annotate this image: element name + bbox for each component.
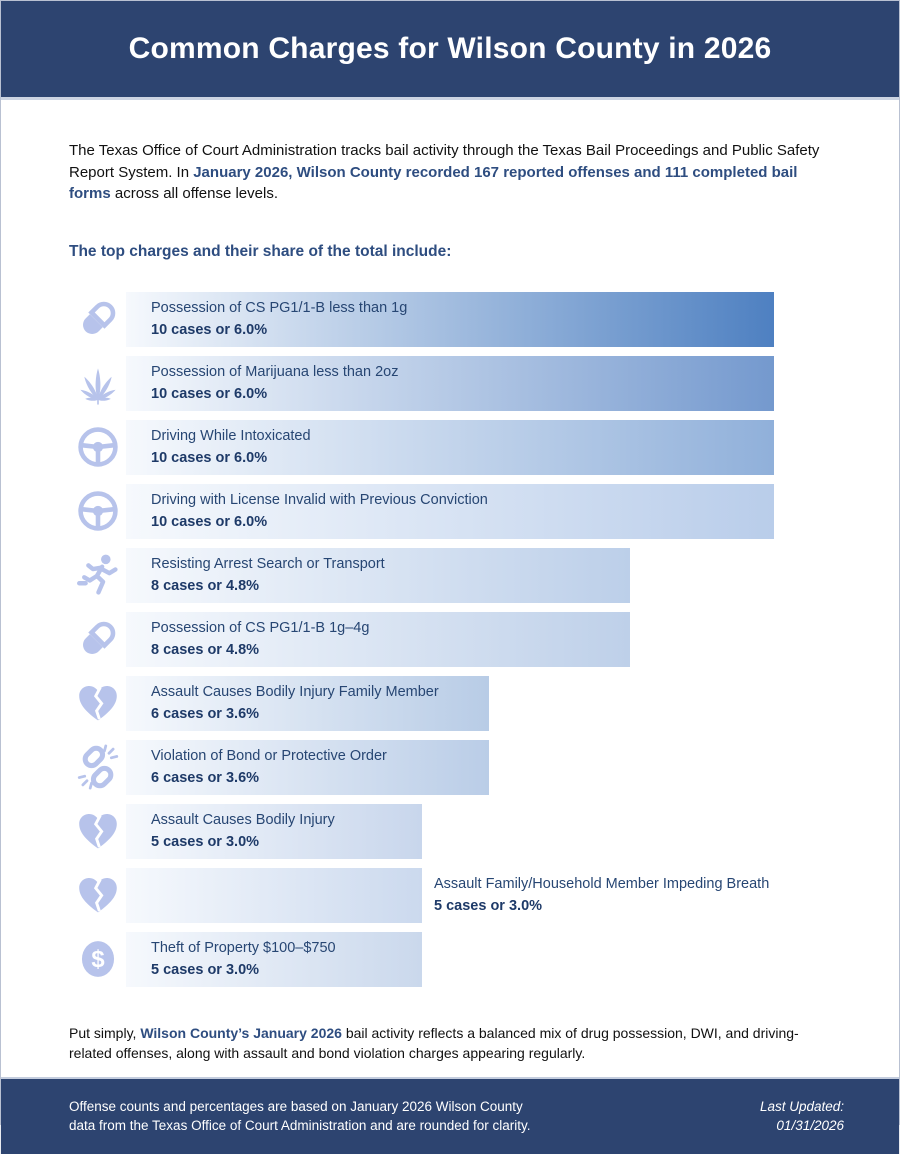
last-updated-date: 01/31/2026 [776, 1118, 844, 1133]
footer-note-line1: Offense counts and percentages are based on January 2026 Wilson County [69, 1099, 523, 1114]
bar-count: 10 cases or 6.0% [151, 386, 268, 402]
dollar-circle-icon [69, 937, 126, 981]
broken-heart-icon [69, 809, 126, 853]
running-person-icon [69, 553, 126, 597]
chart-row [69, 292, 837, 347]
bar-text [126, 684, 439, 722]
header-banner [1, 1, 899, 100]
chart-row [69, 868, 837, 923]
chart-row [69, 548, 837, 603]
chart-bar [126, 676, 489, 731]
chart-bar [126, 932, 422, 987]
chart-bar [126, 356, 774, 411]
bar-count: 8 cases or 4.8% [151, 578, 260, 594]
bar-label: Possession of Marijuana less than 2oz [151, 364, 399, 380]
svg-text:$: $ [90, 945, 105, 973]
chart-bar [126, 804, 422, 859]
bar-count: 10 cases or 6.0% [151, 322, 268, 338]
bar-label: Driving with License Invalid with Previous Conviction [151, 492, 488, 508]
chart-bar [126, 868, 422, 923]
last-updated [760, 1097, 844, 1135]
bar-text [126, 556, 385, 594]
chart-rows [69, 292, 837, 996]
bar-label: Possession of CS PG1/1-B less than 1g [151, 300, 408, 316]
bar-count: 5 cases or 3.0% [434, 898, 543, 914]
chart-row [69, 356, 837, 411]
summary-paragraph [69, 1023, 837, 1063]
section-heading: The top charges and their share of the total include: [69, 242, 452, 260]
broken-chain-icon [69, 745, 126, 789]
bar-label: Assault Family/Household Member Impeding Breath [434, 876, 770, 892]
chart-row [69, 484, 837, 539]
summary-text-post: bail activity reflects a balanced mix of drug possession, DWI, and driving-related offenses, along with assault and bond violation charges appearing regularly. [69, 1024, 799, 1061]
bar-text [126, 812, 335, 850]
chart-row [69, 932, 837, 987]
bar-label: Assault Causes Bodily Injury [151, 812, 335, 828]
broken-heart-icon [69, 681, 126, 725]
chart-row [69, 804, 837, 859]
bar-label: Violation of Bond or Protective Order [151, 748, 387, 764]
steering-wheel-icon [69, 425, 126, 469]
broken-heart-icon [69, 873, 126, 917]
summary-text-pre: Put simply, [69, 1024, 141, 1041]
chart-bar [126, 612, 630, 667]
chart-row [69, 612, 837, 667]
page-title: Common Charges for Wilson County in 2026 [128, 32, 772, 65]
bar-count: 5 cases or 3.0% [151, 962, 260, 978]
content-area [1, 100, 899, 1077]
intro-text-pre: The Texas Office of Court Administration tracks bail activity through the Texas Bail Proceedings and Public Safety Report System. In [69, 142, 820, 181]
summary-highlight: Wilson County’s January 2026 [140, 1024, 342, 1041]
bar-label: Driving While Intoxicated [151, 428, 311, 444]
bar-count: 10 cases or 6.0% [151, 450, 268, 466]
bar-text [126, 620, 369, 658]
bar-label: Theft of Property $100–$750 [151, 940, 336, 956]
bar-text [126, 428, 311, 466]
bar-text [126, 364, 398, 402]
bar-text [422, 876, 769, 914]
pill-icon [69, 617, 126, 661]
footer-note [69, 1097, 531, 1135]
bar-label: Possession of CS PG1/1-B 1g–4g [151, 620, 370, 636]
bar-label: Assault Causes Bodily Injury Family Member [151, 684, 439, 700]
bar-count: 6 cases or 3.6% [151, 770, 260, 786]
bar-count: 8 cases or 4.8% [151, 642, 260, 658]
footer-banner [1, 1077, 899, 1154]
chart-bar [126, 420, 774, 475]
chart-bar [126, 292, 774, 347]
last-updated-label: Last Updated: [759, 1099, 844, 1114]
bar-text [126, 940, 336, 978]
chart-bar [126, 484, 774, 539]
pill-icon [69, 297, 126, 341]
chart-bar [126, 548, 630, 603]
intro-text-post: across all offense levels. [110, 185, 278, 202]
footer-note-line2: data from the Texas Office of Court Administration and are rounded for clarity. [69, 1118, 531, 1133]
bar-text [126, 300, 407, 338]
bar-label: Resisting Arrest Search or Transport [151, 556, 385, 572]
marijuana-leaf-icon [69, 361, 126, 405]
chart-row [69, 676, 837, 731]
bar-count: 10 cases or 6.0% [151, 514, 268, 530]
intro-paragraph [69, 140, 837, 205]
bar-text [126, 492, 488, 530]
steering-wheel-icon [69, 489, 126, 533]
bar-count: 5 cases or 3.0% [151, 834, 260, 850]
chart-row [69, 420, 837, 475]
intro-highlight: January 2026, Wilson County recorded 167 reported offenses and 111 completed bail forms [69, 163, 798, 202]
bar-text [126, 748, 387, 786]
bar-count: 6 cases or 3.6% [151, 706, 260, 722]
chart-row [69, 740, 837, 795]
chart-bar [126, 740, 489, 795]
